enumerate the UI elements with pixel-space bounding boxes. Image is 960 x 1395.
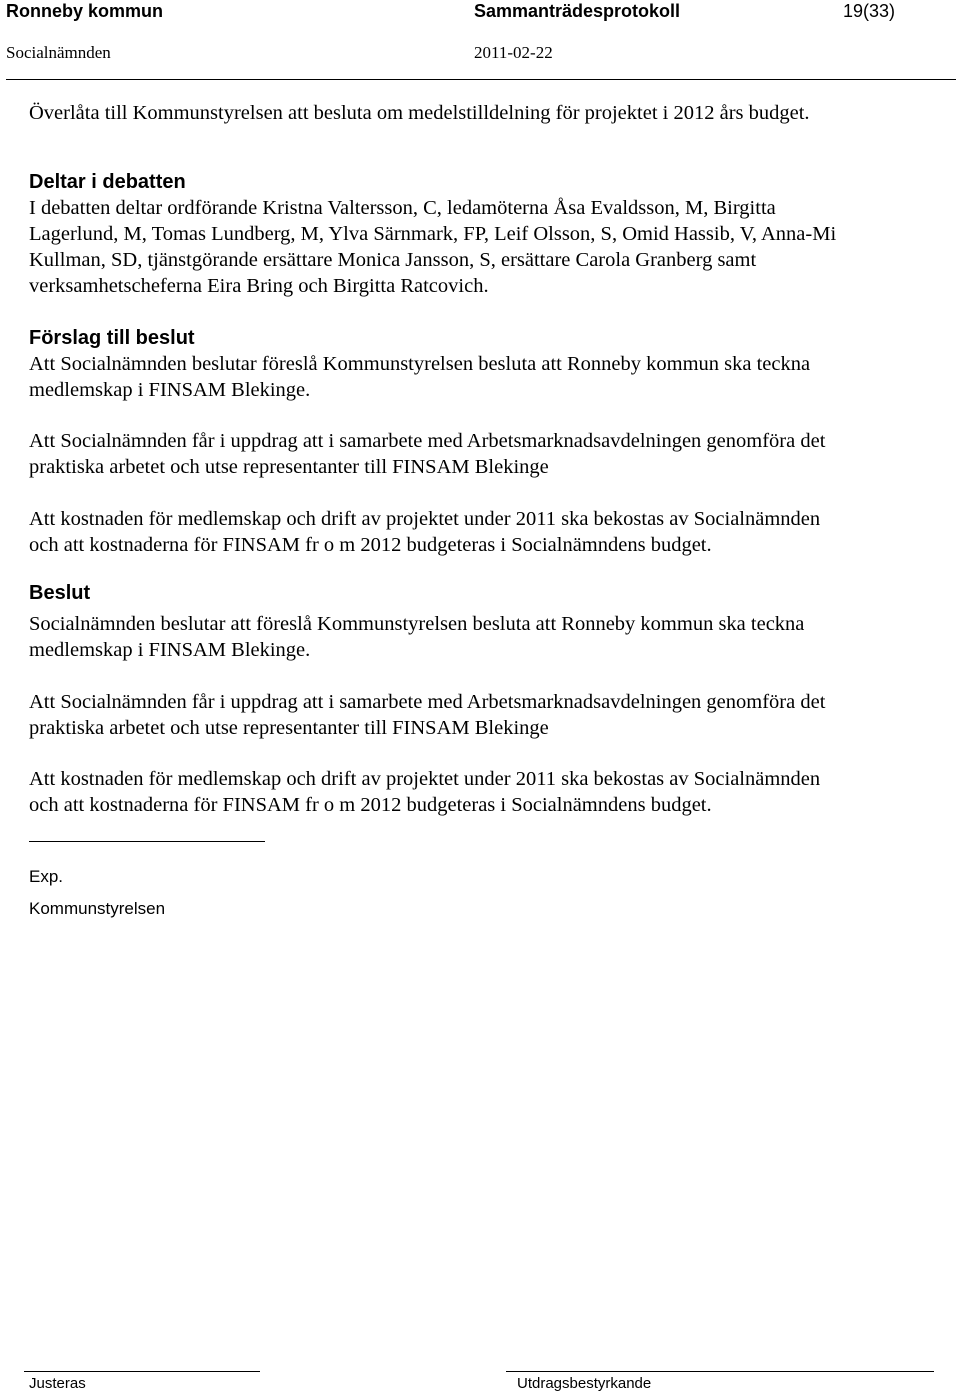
decision-line: medlemskap i FINSAM Blekinge. [29, 639, 311, 661]
document-type: Sammanträdesprotokoll [474, 1, 681, 21]
debate-line: Lagerlund, M, Tomas Lundberg, M, Ylva Särnmark, FP, Leif Olsson, S, Omid Hassib, V, Anna-Mi [29, 223, 837, 245]
debate-paragraph [29, 195, 929, 299]
proposal-heading: Förslag till beslut [29, 327, 195, 349]
header-divider [6, 79, 956, 80]
debate-line: Kullman, SD, tjänstgörande ersättare Monica Jansson, S, ersättare Carola Granberg samt [29, 249, 757, 271]
dispatch-recipient: Kommunstyrelsen [29, 899, 166, 918]
decision-paragraph [29, 611, 929, 663]
decision-line: och att kostnaderna för FINSAM fr o m 2012 budgeteras i Socialnämndens budget. [29, 794, 712, 816]
intro-paragraph [29, 100, 929, 126]
municipality-name: Ronneby kommun [6, 1, 164, 21]
decision-heading: Beslut [29, 582, 91, 604]
proposal-paragraph [29, 506, 929, 558]
decision-paragraph [29, 766, 929, 818]
decision-line: Att kostnaden för medlemskap och drift av projektet under 2011 ska bekostas av Socialnämnden [29, 768, 821, 790]
proposal-line: praktiska arbetet och utse representanter till FINSAM Blekinge [29, 456, 549, 478]
proposal-line: Att kostnaden för medlemskap och drift av projektet under 2011 ska bekostas av Socialnämnden [29, 508, 821, 530]
utdragsbestyrkande-signature-line [506, 1371, 934, 1372]
utdragsbestyrkande-label: Utdragsbestyrkande [517, 1375, 652, 1392]
proposal-paragraph [29, 428, 929, 480]
intro-line: Överlåta till Kommunstyrelsen att besluta om medelstilldelning för projektet i 2012 års budget. [29, 102, 810, 124]
justeras-label: Justeras [29, 1375, 86, 1392]
proposal-line: och att kostnaderna för FINSAM fr o m 2012 budgeteras i Socialnämndens budget. [29, 534, 712, 556]
meeting-date: 2011-02-22 [474, 43, 553, 62]
page-number: 19(33) [843, 1, 896, 21]
proposal-line: Att Socialnämnden beslutar föreslå Kommunstyrelsen besluta att Ronneby kommun ska teckna [29, 353, 811, 375]
decision-paragraph [29, 689, 929, 741]
dispatch-label: Exp. [29, 867, 64, 886]
debate-line: I debatten deltar ordförande Kristna Valtersson, C, ledamöterna Åsa Evaldsson, M, Birgitta [29, 197, 776, 219]
justeras-signature-line [24, 1371, 260, 1372]
decision-line: Att Socialnämnden får i uppdrag att i samarbete med Arbetsmarknadsavdelningen genomföra det [29, 691, 826, 713]
decision-line: praktiska arbetet och utse representanter till FINSAM Blekinge [29, 717, 549, 739]
debate-line: verksamhetscheferna Eira Bring och Birgitta Ratcovich. [29, 275, 489, 297]
debate-heading: Deltar i debatten [29, 171, 186, 193]
committee-name: Socialnämnden [6, 43, 111, 62]
decision-line: Socialnämnden beslutar att föreslå Kommunstyrelsen besluta att Ronneby kommun ska teckna [29, 613, 805, 635]
proposal-line: Att Socialnämnden får i uppdrag att i samarbete med Arbetsmarknadsavdelningen genomföra det [29, 430, 826, 452]
dispatch-divider [29, 841, 265, 842]
proposal-line: medlemskap i FINSAM Blekinge. [29, 379, 311, 401]
proposal-paragraph [29, 351, 929, 403]
